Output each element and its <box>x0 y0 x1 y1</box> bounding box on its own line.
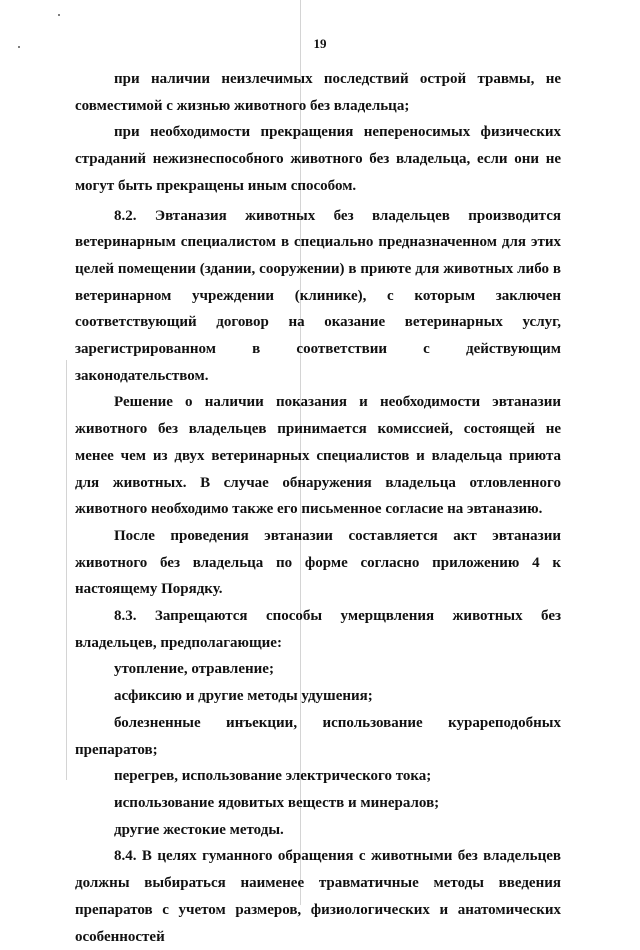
paragraph-8-2-euthanasia-place: 8.2. Эвтаназия животных без владельцев производится ветеринарным специалистом в специально предназначенном для этих целей помещении (здании, сооружении) в приюте для животных либо в ветеринарном учреждении (клинике), с которым заключен соответствующий договор на оказание ветеринарных услуг, зарегистрированном в соответствии с действующим законодательством. <box>75 207 561 384</box>
document-body <box>75 66 561 950</box>
paragraph-8-4-humane-treatment: 8.4. В целях гуманного обращения с животными без владельцев должны выбираться наименее травматичные методы введения препаратов с учетом размеров, физиологических и анатомических особенностей <box>75 848 561 945</box>
list-item-drowning: утопление, отравление; <box>114 661 274 678</box>
paragraph-unbearable-suffering: при необходимости прекращения непереносимых физических страданий нежизнеспособного животного без владельца, если они не могут быть прекращены иным способом. <box>75 124 561 194</box>
paragraph-euthanasia-act: После проведения эвтаназии составляется акт эвтаназии животного без владельца по форме согласно приложению 4 к настоящему Порядку. <box>75 527 561 598</box>
paragraph-commission-decision: Решение о наличии показания и необходимости эвтаназии животного без владельцев принимается комиссией, состоящей не менее чем из двух ветеринарных специалистов и владельца приюта для животных. В случае обнаружения владельца отловленного животного необходимо также его письменное согласие на эвтаназию. <box>75 394 561 518</box>
scan-artifact-left <box>66 360 67 780</box>
list-item-cruel-methods: другие жестокие методы. <box>114 821 284 838</box>
list-item-painful-injections: болезненные инъекции, использование курареподобных препаратов; <box>75 714 561 758</box>
paragraph-incurable-trauma: при наличии неизлечимых последствий острой травмы, не совместимой с жизнью животного без владельца; <box>75 71 561 114</box>
list-item-poisons: использование ядовитых веществ и минералов; <box>114 794 440 811</box>
page-number: 19 <box>313 36 327 51</box>
paragraph-8-3-prohibited-methods: 8.3. Запрещаются способы умерщвления животных без владельцев, предполагающие: <box>75 608 561 651</box>
list-item-asphyxia: асфиксию и другие методы удушения; <box>114 688 373 705</box>
list-item-overheating: перегрев, использование электрического тока; <box>114 768 432 785</box>
scan-speck <box>58 14 60 16</box>
